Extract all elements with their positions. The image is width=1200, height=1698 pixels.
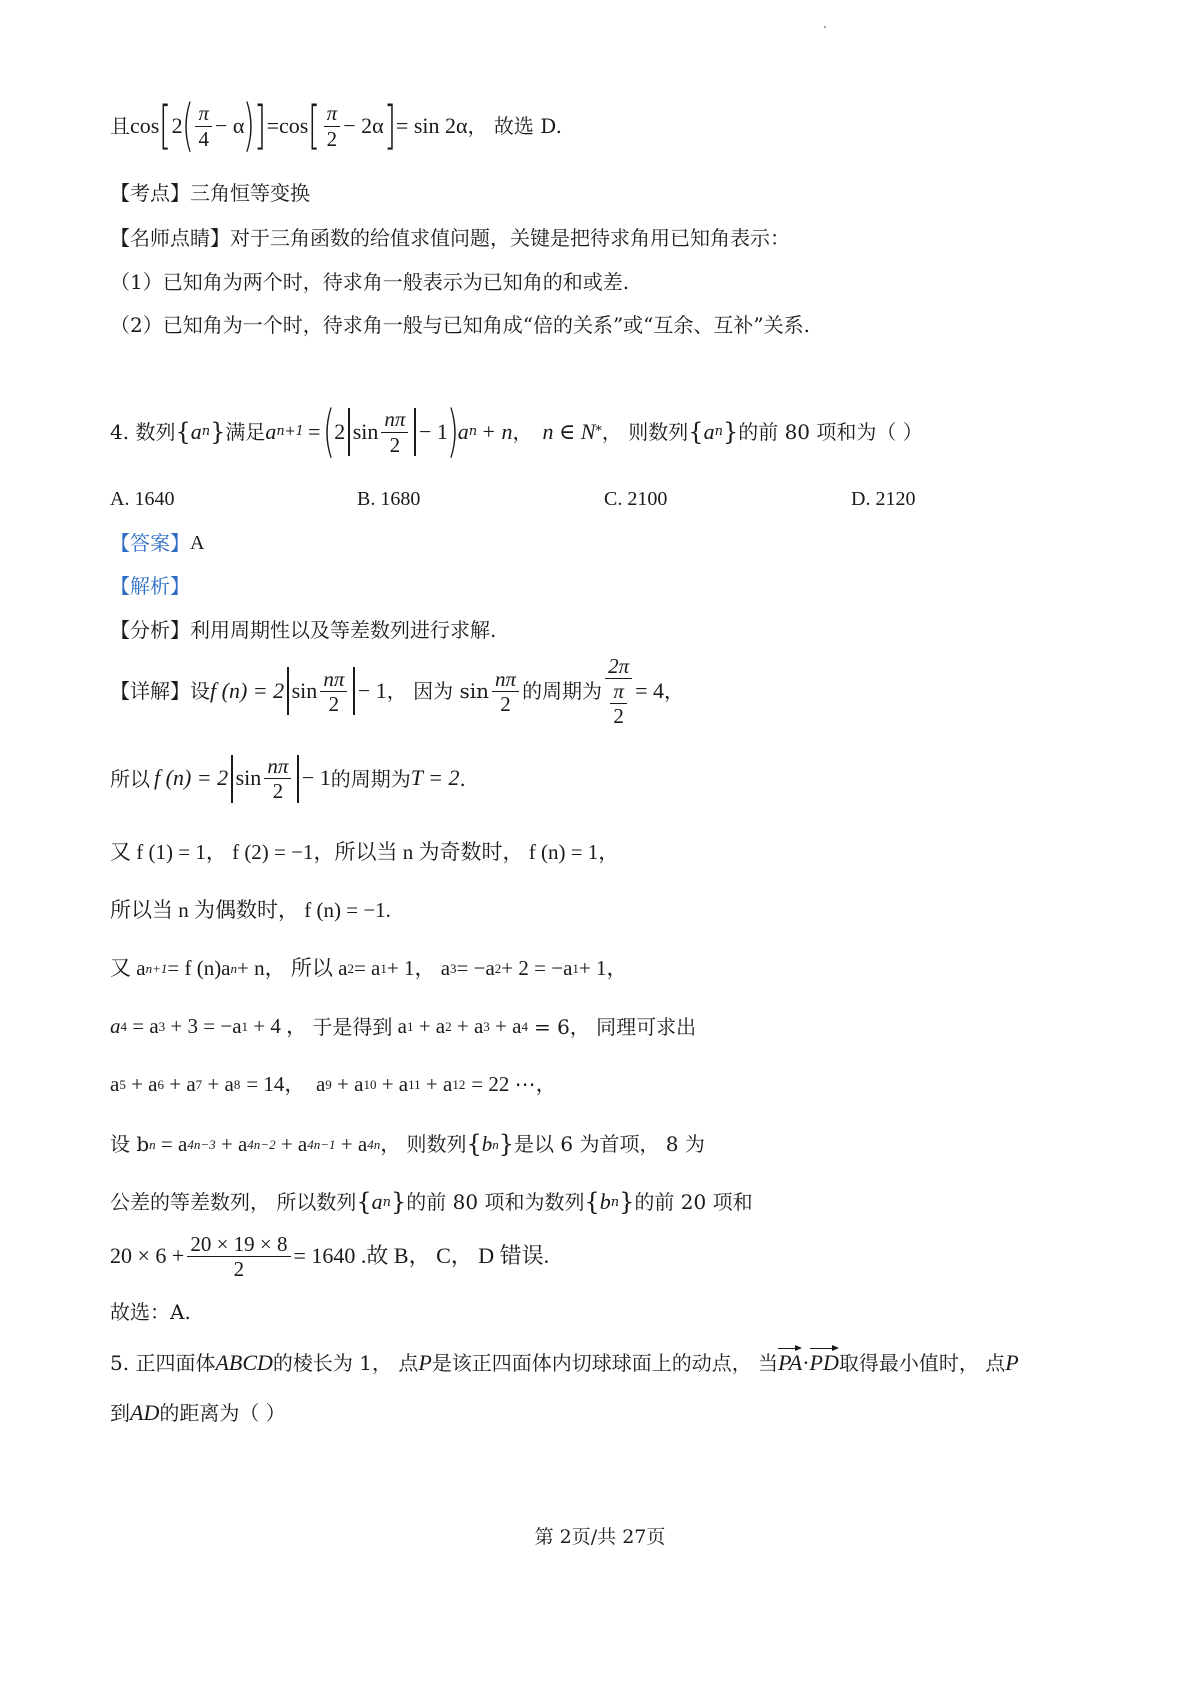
detail-line-2 xyxy=(110,754,466,803)
detail-line-4: 所以当 n 为偶数时， f (n) = −1. xyxy=(110,898,391,922)
t: = 1640 .故 B， C， D 错误. xyxy=(293,1243,550,1269)
vector-pd: PD xyxy=(809,1350,839,1375)
sub: 7 xyxy=(195,1076,203,1092)
sub: 1 xyxy=(572,960,579,976)
den: 2 xyxy=(233,1257,245,1282)
sub: 3 xyxy=(483,1018,490,1034)
coef: 2 xyxy=(334,418,346,444)
sub: 2 xyxy=(494,960,502,976)
text: 【详解】设 xyxy=(110,679,210,704)
den: 2 xyxy=(500,691,511,716)
t: + a xyxy=(164,1072,196,1096)
sub: 5 xyxy=(119,1076,126,1092)
sub-n: n xyxy=(714,424,723,440)
detail-line-8 xyxy=(110,1130,705,1159)
coef: 2 xyxy=(171,112,183,138)
t: + 1， a xyxy=(386,956,451,980)
q-label: 4. 数列 xyxy=(110,420,176,444)
answer-value: A xyxy=(190,532,205,554)
plus-n: + n xyxy=(481,418,513,444)
t: + n， 所以 a xyxy=(237,956,348,980)
paren-close: ) xyxy=(243,93,256,158)
text: 的周期为 xyxy=(522,679,603,704)
t: 到 xyxy=(110,1401,130,1426)
den: 2 xyxy=(328,691,340,716)
point-2: （2）已知角为一个时，待求角一般与已知角成“倍的关系”或“互余、互补”关系. xyxy=(110,313,810,337)
t: = a xyxy=(155,1131,188,1156)
choose-answer: 故选：A. xyxy=(110,1300,191,1324)
bracket-close: ] xyxy=(383,96,396,156)
t: 的前 80 项和为数列 xyxy=(406,1190,585,1215)
den-fraction xyxy=(607,679,630,728)
detail-line-10 xyxy=(110,1232,549,1281)
minus1: − 1 xyxy=(357,678,387,704)
option-c: C. 2100 xyxy=(604,488,668,510)
t: + a xyxy=(202,1072,234,1096)
t: 是该正四面体内切球球面上的动点， 当 xyxy=(431,1351,779,1376)
comma: ， xyxy=(512,420,533,444)
t: 又 a xyxy=(110,956,146,980)
den: 2 xyxy=(613,704,624,729)
a: a xyxy=(457,418,469,444)
option-b: B. 1680 xyxy=(357,488,421,510)
t: 设 b xyxy=(110,1132,150,1157)
t: 20 × 6 + xyxy=(110,1243,185,1269)
t: a xyxy=(305,1072,326,1096)
question-4 xyxy=(110,399,923,464)
sol3-equation xyxy=(110,93,562,158)
sub: 1 xyxy=(406,1018,414,1034)
t: + a xyxy=(275,1131,308,1156)
sub: 4n−2 xyxy=(247,1136,276,1152)
t: 于是得到 xyxy=(312,1014,393,1039)
brace-close: } xyxy=(619,1188,635,1216)
bracket-open: [ xyxy=(159,96,172,156)
sub-n: n xyxy=(468,424,478,440)
sub: 4 xyxy=(120,1018,127,1034)
vector-pa: PA xyxy=(778,1350,803,1375)
fraction-sum xyxy=(187,1232,290,1281)
sub: 12 xyxy=(452,1076,466,1092)
text: ， 因为 sin xyxy=(386,679,490,704)
detail-line-3: 又 f (1) = 1， f (2) = −1，所以当 n 为奇数时， f (n) = 1， xyxy=(110,840,620,864)
sub: 6 xyxy=(157,1076,164,1092)
paren-open: ( xyxy=(323,399,336,464)
detail-line-1 xyxy=(110,654,684,728)
text: 的前 80 项和为（ ） xyxy=(738,420,923,444)
text: ， 故选 D. xyxy=(467,114,562,138)
minus1: − 1 xyxy=(418,418,448,444)
option-d: D. 2120 xyxy=(851,488,916,510)
t: 公差的等差数列， 所以数列 xyxy=(110,1190,357,1215)
sub: 4n xyxy=(367,1136,381,1152)
sub-n1: n+1 xyxy=(276,424,304,440)
fenxi: 【分析】利用周期性以及等差数列进行求解. xyxy=(110,618,497,642)
p: P xyxy=(418,1350,432,1375)
brace-open: { xyxy=(688,417,704,446)
abs-bar xyxy=(414,408,416,456)
jiexi-label: 【解析】 xyxy=(110,574,190,598)
minus-2alpha: − 2α xyxy=(343,112,384,138)
t: + a xyxy=(335,1131,368,1156)
sub-n: n xyxy=(201,424,211,440)
detail-line-7 xyxy=(110,1072,557,1097)
a: a xyxy=(703,418,715,444)
sub: 10 xyxy=(363,1076,377,1092)
option-a: A. 1640 xyxy=(110,488,175,510)
cos: cos xyxy=(130,112,160,138)
T: T = 2 xyxy=(410,765,460,791)
minus-alpha: − α xyxy=(215,112,245,138)
den: 2 xyxy=(272,779,284,804)
sin2a: = sin 2α xyxy=(395,112,468,138)
t: a xyxy=(392,1014,407,1038)
t: + 4 ， xyxy=(248,1014,313,1038)
a: a xyxy=(265,418,277,444)
fraction-pi-over-4 xyxy=(195,101,212,150)
t: = f (n)a xyxy=(167,956,231,980)
cos: cos xyxy=(279,112,309,138)
abs-bar xyxy=(297,755,299,803)
sub: 4 xyxy=(521,1018,528,1034)
a: a xyxy=(190,418,202,444)
eq4: = 4 xyxy=(635,678,665,704)
p: P xyxy=(1005,1350,1019,1375)
t: b xyxy=(481,1131,493,1156)
text: 且 xyxy=(110,114,130,138)
num: nπ xyxy=(492,667,519,692)
text: 所以 xyxy=(110,766,150,791)
brace-close: } xyxy=(391,1188,407,1216)
dot-op: · xyxy=(802,1350,810,1375)
t: + a xyxy=(125,1072,158,1096)
sub: 1 xyxy=(380,960,387,976)
inner-fraction xyxy=(610,679,627,728)
fraction-pi-over-2 xyxy=(324,101,341,150)
sub: 8 xyxy=(233,1076,241,1092)
t: 的前 20 项和 xyxy=(634,1190,753,1215)
t: + a xyxy=(376,1072,409,1096)
abs-bar xyxy=(348,408,350,456)
paren-open: ( xyxy=(181,93,194,158)
sub: 3 xyxy=(158,1018,166,1034)
t: 是以 6 为首项， 8 为 xyxy=(514,1132,705,1157)
mingshi: 【名师点睛】对于三角函数的给值求值问题，关键是把待求角用已知角表示： xyxy=(110,226,790,250)
num: π xyxy=(324,101,341,126)
detail-line-6 xyxy=(110,1014,696,1039)
t: 取得最小值时， 点 xyxy=(838,1351,1006,1376)
abs-bar xyxy=(287,667,289,715)
ad: AD xyxy=(130,1400,160,1425)
bracket-close: ] xyxy=(254,96,267,156)
star: * xyxy=(595,424,602,440)
t: + a xyxy=(489,1014,522,1038)
num: nπ xyxy=(320,667,347,692)
brace-close: } xyxy=(722,417,739,446)
sin: sin xyxy=(235,765,262,791)
t: = 14， xyxy=(246,1072,306,1096)
num: nπ xyxy=(381,407,408,432)
sin: sin xyxy=(291,678,318,704)
paren-close: ) xyxy=(446,399,459,464)
question-5-line-1 xyxy=(110,1350,1019,1376)
t: + a xyxy=(451,1014,484,1038)
sub: 2 xyxy=(445,1018,452,1034)
sub: 11 xyxy=(408,1076,421,1092)
fraction-2pi-over-pi2 xyxy=(605,654,632,728)
kaodian: 【考点】三角恒等变换 xyxy=(110,181,310,205)
sub: 3 xyxy=(450,960,457,976)
fn: f (n) = 2 xyxy=(154,765,229,791)
sub: 2 xyxy=(347,960,354,976)
fraction-npi-2 xyxy=(381,407,408,456)
sub: 4n−1 xyxy=(307,1136,336,1152)
t: 则数列 xyxy=(406,1132,467,1157)
t: + a xyxy=(413,1014,446,1038)
num: π xyxy=(195,101,212,126)
t: + a xyxy=(215,1131,248,1156)
fraction-npi-2 xyxy=(264,754,291,803)
minus1: − 1 xyxy=(301,765,331,791)
t: + 3 = −a xyxy=(165,1014,242,1038)
t: = a xyxy=(127,1014,159,1038)
abcd: ABCD xyxy=(215,1350,273,1375)
t: ， xyxy=(380,1131,407,1156)
detail-line-5 xyxy=(110,956,628,981)
fraction-npi-2 xyxy=(320,667,347,716)
sub: n xyxy=(492,1136,499,1152)
point-1: （1）已知角为两个时，待求角一般表示为已知角的和或差. xyxy=(110,270,630,294)
sub: n+1 xyxy=(145,960,168,976)
t: a xyxy=(110,1072,120,1096)
num: 20 × 19 × 8 xyxy=(187,1232,290,1257)
t: 的棱长为 1， 点 xyxy=(272,1351,419,1376)
t: = 6， 同理可求出 xyxy=(533,1014,697,1039)
abs-bar xyxy=(353,667,355,715)
n-in-N: n ∈ N xyxy=(542,418,596,444)
answer xyxy=(110,531,204,555)
t: = a xyxy=(353,956,381,980)
text: ， 则数列 xyxy=(601,420,689,444)
brace-close: } xyxy=(210,417,226,446)
page-footer: 第 2页/共 27页 xyxy=(534,1526,666,1548)
dot: . xyxy=(459,766,466,791)
t: + a xyxy=(420,1072,453,1096)
comma: ， xyxy=(664,679,685,704)
text: 满足 xyxy=(225,420,266,444)
sub: 1 xyxy=(241,1018,249,1034)
answer-label: 【答案】 xyxy=(110,531,190,555)
t: + a xyxy=(331,1072,364,1096)
brace-open: { xyxy=(584,1188,600,1216)
t: b xyxy=(599,1189,611,1215)
t: 5. 正四面体 xyxy=(110,1351,216,1376)
brace-open: { xyxy=(175,417,191,446)
abs-bar xyxy=(231,755,233,803)
sub: n xyxy=(149,1136,156,1152)
den: 2 xyxy=(326,126,338,151)
detail-line-9 xyxy=(110,1188,753,1217)
t: a xyxy=(110,1014,121,1038)
num: 2π xyxy=(605,654,632,679)
sub: 4n−3 xyxy=(187,1136,216,1152)
bracket-open: [ xyxy=(308,96,321,156)
brace-open: { xyxy=(466,1130,482,1158)
num: π xyxy=(610,679,627,704)
brace-close: } xyxy=(498,1130,515,1158)
t: 的距离为（ ） xyxy=(159,1401,286,1426)
t: = 22 ⋯， xyxy=(471,1072,557,1096)
t: + 2 = −a xyxy=(501,956,573,980)
brace-open: { xyxy=(356,1188,372,1216)
t: = −a xyxy=(456,956,495,980)
text: 的周期为 xyxy=(330,766,411,791)
speck xyxy=(824,26,826,28)
equals: = xyxy=(266,112,280,138)
sub: n xyxy=(382,1194,392,1210)
fn: f (n) = 2 xyxy=(210,678,285,704)
den: 2 xyxy=(389,432,401,457)
num: nπ xyxy=(264,754,291,779)
sub: n xyxy=(610,1194,620,1210)
den: 4 xyxy=(198,126,209,151)
t: a xyxy=(371,1189,383,1215)
equals: = xyxy=(307,418,321,444)
fraction-npi-2 xyxy=(492,667,519,716)
sub: 9 xyxy=(325,1076,332,1092)
sub: n xyxy=(230,960,238,976)
t: + 1， xyxy=(578,956,628,980)
sin: sin xyxy=(352,418,379,444)
question-5-line-2 xyxy=(110,1400,286,1426)
